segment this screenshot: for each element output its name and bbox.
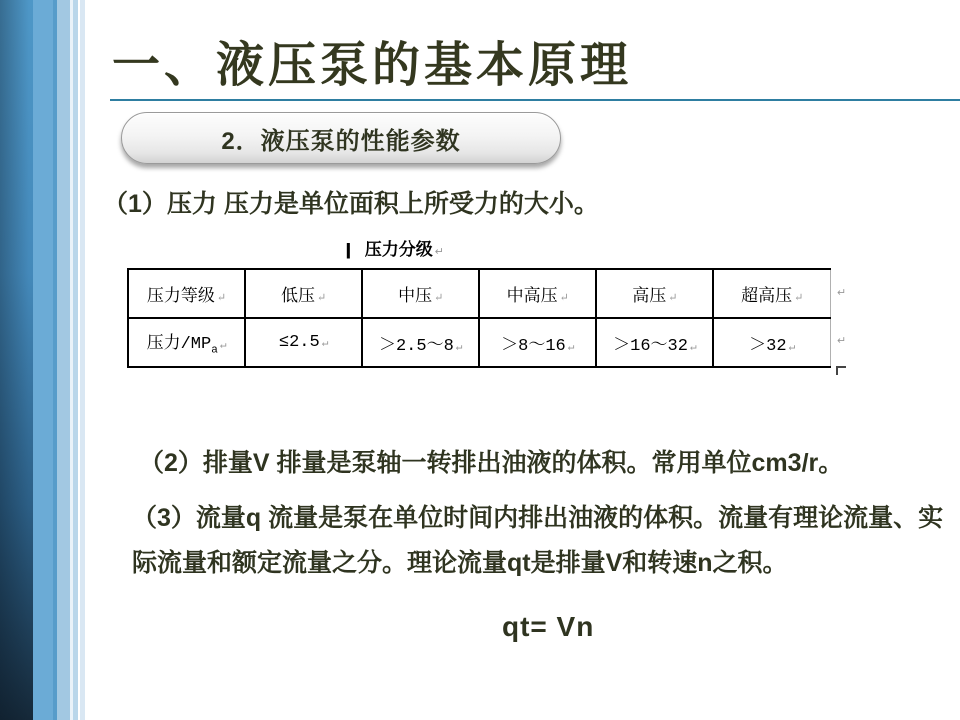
- table-cell: 高压 ↵: [596, 269, 713, 318]
- sidebar-decoration: [0, 0, 85, 720]
- cell-mark-icon: ↵: [216, 292, 227, 304]
- table-corner-handle-icon: [836, 366, 846, 375]
- cell-mark-icon: ↵: [559, 292, 569, 304]
- table-row: [128, 318, 831, 367]
- slide-title: 一、液压泵的基本原理: [112, 39, 633, 92]
- table-cell: ＞16～32 ↵: [596, 318, 713, 367]
- table-cell: ≤2.5 ↵: [245, 318, 362, 367]
- sidebar-stripe-gradient: [0, 0, 33, 720]
- row-end-mark-icon: ↵: [837, 287, 847, 299]
- cell-mark-icon: ↵: [321, 338, 329, 350]
- subscript-a: a: [211, 344, 218, 357]
- table-cell: 超高压 ↵: [713, 269, 830, 318]
- formula-text: qt= Vn: [502, 611, 595, 642]
- table-cell: 中压 ↵: [362, 269, 479, 318]
- paragraph-flow: （3）流量q 流量是泵在单位时间内排出油液的体积。流量有理论流量、实际流量和额定流量之分。理论流量qt是排量V和转速n之积。: [132, 504, 944, 577]
- paragraph-displacement: （2）排量V 排量是泵轴一转排出油液的体积。常用单位cm3/r。: [139, 449, 844, 477]
- table-row: [128, 269, 831, 318]
- title-underline: [110, 99, 960, 101]
- table-cell: 压力等级 ↵: [128, 269, 245, 318]
- cell-mark-icon: ↵: [219, 340, 227, 353]
- cell-mark-icon: ↵: [689, 341, 697, 354]
- cell-mark-icon: ↵: [567, 341, 575, 354]
- table-cell: 压力$/MP_a$ ↵: [128, 318, 245, 367]
- cell-mark-icon: ↵: [434, 292, 444, 304]
- table-caption: [346, 235, 444, 260]
- row-end-mark-icon: ↵: [837, 335, 847, 347]
- cell-mark-icon: ↵: [788, 341, 796, 354]
- cell-mark-icon: ↵: [455, 341, 463, 354]
- paragraph-pressure: （1）压力 压力是单位面积上所受力的大小。: [103, 190, 599, 218]
- table-cell: 低压 ↵: [245, 269, 362, 318]
- cell-mark-icon: ↵: [794, 292, 804, 304]
- section-badge-label: 2．液压泵的性能参数: [221, 127, 461, 155]
- section-badge-button[interactable]: [121, 112, 561, 164]
- pressure-grade-table: [127, 268, 831, 368]
- caption-text: 压力分级: [364, 240, 433, 259]
- cell-mark-icon: ↵: [668, 292, 678, 304]
- table-cell: ＞8～16 ↵: [479, 318, 596, 367]
- table-cell: ＞32 ↵: [713, 318, 830, 367]
- paragraph-mark-icon: ↵: [434, 246, 444, 258]
- sidebar-stripe: [33, 0, 53, 720]
- sidebar-stripe: [80, 0, 85, 720]
- table-cell: ＞2.5～8 ↵: [362, 318, 479, 367]
- sidebar-stripe: [57, 0, 70, 720]
- cell-mark-icon: ↵: [317, 292, 327, 304]
- table-cell: 中高压 ↵: [479, 269, 596, 318]
- caption-bar: |: [345, 240, 352, 259]
